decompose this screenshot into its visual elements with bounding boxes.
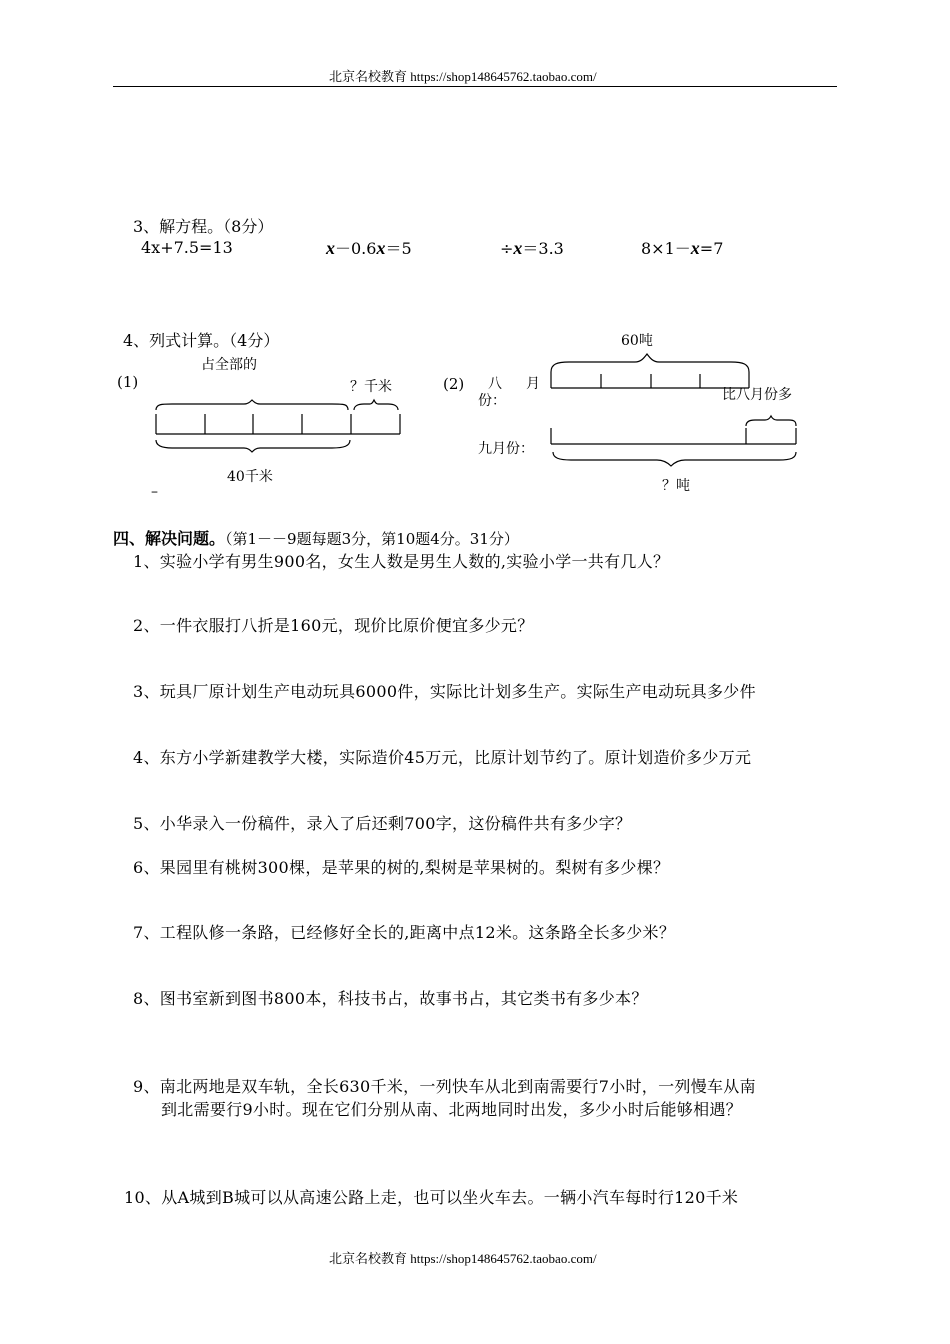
diagram2-row1-char3: 份： bbox=[478, 393, 506, 409]
equation-4 bbox=[641, 236, 723, 259]
section4-title: 4、列式计算。（4分） bbox=[123, 331, 280, 350]
diagram2-number: (2) bbox=[443, 375, 465, 393]
header-rule bbox=[113, 86, 837, 87]
problem-5: 5、小华录入一份稿件，录入了后还剩700字，这份稿件共有多少字？ bbox=[133, 814, 632, 833]
diagram2-row1-char2: 月 bbox=[526, 376, 540, 392]
problem-2: 2、一件衣服打八折是160元，现价比原价便宜多少元？ bbox=[133, 616, 534, 635]
diagram1-number: (1) bbox=[117, 373, 139, 391]
diagram1-bottom-label: 40千米 bbox=[227, 469, 273, 485]
diagram1-segment-diagram bbox=[152, 400, 412, 460]
problem-1: 1、实验小学有男生900名，女生人数是男生人数的,实验小学一共有几人？ bbox=[133, 552, 670, 571]
problem-9-line-1: 9、南北两地是双车轨，全长630千米，一列快车从北到南需要行7小时，一列慢车从南 bbox=[133, 1077, 756, 1096]
eq2-variable-1: x bbox=[326, 238, 335, 258]
eq4-end: =7 bbox=[699, 239, 724, 258]
equation-2 bbox=[326, 236, 412, 259]
section-iv-title: 四、解决问题。 bbox=[113, 529, 226, 548]
problem-4: 4、东方小学新建教学大楼，实际造价45万元，比原计划节约了。原计划造价多少万元 bbox=[133, 748, 752, 767]
eq2-end: ＝5 bbox=[385, 239, 412, 258]
diagram2-segment-diagram bbox=[545, 352, 815, 482]
eq3-end: ＝3.3 bbox=[522, 239, 564, 258]
diagram1-top-label: 占全部的 bbox=[201, 357, 257, 373]
eq4-prefix: 8×1－ bbox=[641, 239, 691, 258]
page-footer: 北京名校教育 https://shop148645762.taobao.com/ bbox=[329, 1251, 597, 1266]
diagram2-row2-label: 九月份： bbox=[478, 441, 534, 457]
eq2-middle: －0.6 bbox=[335, 239, 377, 258]
diagram1-right-label: ？千米 bbox=[350, 379, 392, 395]
problem-8: 8、图书室新到图书800本，科技书占，故事书占，其它类书有多少本？ bbox=[133, 989, 648, 1008]
problem-7: 7、工程队修一条路，已经修好全长的,距离中点12米。这条路全长多少米？ bbox=[133, 923, 676, 942]
diagram2-row1-char1: 八 bbox=[488, 376, 502, 392]
eq3-prefix: ÷ bbox=[500, 239, 514, 258]
eq4-variable: x bbox=[690, 238, 700, 258]
eq2-variable-2: x bbox=[376, 238, 386, 258]
diagram2-side-label: 比八月份多 bbox=[722, 387, 792, 403]
diagram2-top-label: 60吨 bbox=[621, 333, 653, 349]
section3-title: 3、解方程。（8分） bbox=[133, 217, 274, 236]
diagram2-bottom-label: ？吨 bbox=[662, 478, 690, 494]
section-iv-note: （第1－－9题每题3分，第10题4分。31分） bbox=[225, 530, 519, 548]
problem-9-line-2: 到北需要行9小时。现在它们分别从南、北两地同时出发，多少小时后能够相遇？ bbox=[161, 1100, 742, 1119]
page-header: 北京名校教育 https://shop148645762.taobao.com/ bbox=[329, 69, 597, 84]
equation-1: 4x+7.5=13 bbox=[141, 238, 233, 257]
eq3-variable: x bbox=[513, 238, 523, 258]
diagram1-dash: – bbox=[151, 484, 158, 500]
equation-3 bbox=[500, 236, 564, 259]
problem-3: 3、玩具厂原计划生产电动玩具6000件，实际比计划多生产。实际生产电动玩具多少件 bbox=[133, 682, 756, 701]
section-iv-heading bbox=[113, 526, 519, 549]
problem-10: 10、从A城到B城可以从高速公路上走，也可以坐火车去。一辆小汽车每时行120千米 bbox=[124, 1188, 739, 1207]
problem-6: 6、果园里有桃树300棵，是苹果的树的,梨树是苹果树的。梨树有多少棵？ bbox=[133, 858, 670, 877]
